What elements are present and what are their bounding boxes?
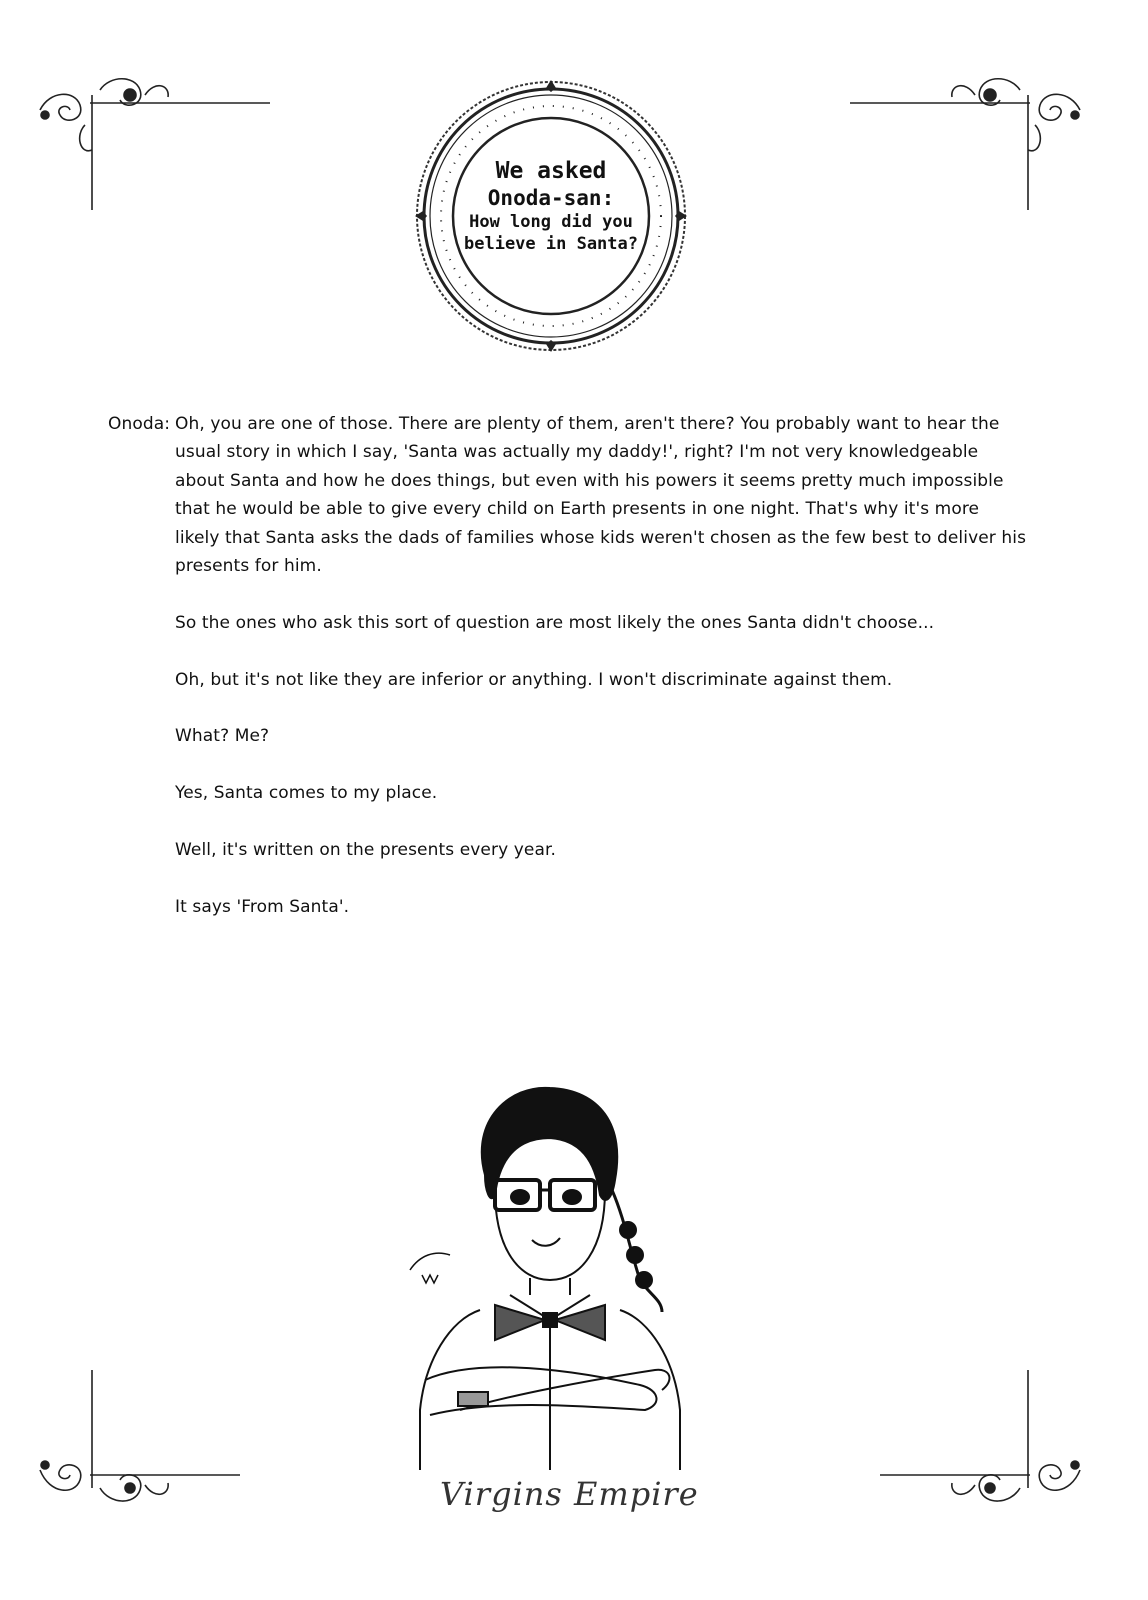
corner-ornament-bottom-left — [30, 1370, 270, 1520]
speaker-label: Onoda: — [108, 414, 171, 434]
interview-paragraph: So the ones who ask this sort of question are most likely the ones Santa didn't choose... — [175, 612, 935, 633]
interview-paragraph: Yes, Santa comes to my place. — [175, 783, 438, 804]
question-badge — [412, 77, 690, 355]
corner-ornament-top-left — [30, 65, 270, 215]
badge-line-3: How long did you — [469, 212, 633, 232]
interview-paragraph: Well, it's written on the presents every year. — [175, 840, 556, 861]
badge-line-4: believe in Santa? — [464, 234, 638, 254]
character-illustration — [400, 1080, 700, 1470]
credit-text: Virgins Empire — [440, 1475, 699, 1513]
corner-ornament-bottom-right — [850, 1370, 1090, 1520]
interview-paragraph: It says 'From Santa'. — [175, 896, 350, 917]
interview-paragraph: Oh, but it's not like they are inferior or anything. I won't discriminate against them. — [175, 669, 893, 690]
badge-text — [452, 157, 650, 255]
badge-line-1: We asked — [495, 158, 607, 184]
interview-paragraph: What? Me? — [175, 726, 270, 747]
corner-ornament-top-right — [850, 65, 1090, 215]
badge-line-2: Onoda-san: — [487, 186, 615, 210]
interview-body — [108, 410, 1028, 950]
paragraph-text: Oh, you are one of those. There are plenty of them, aren't there? You probably want to hear the usual story in which I say, 'Santa was actually my daddy!', right? I'm not very knowledgeable about Santa and how he does things, but even with his powers it seems pretty much impossible that he would be able to give every child on Earth presents in one night. That's why it's more likely that Santa asks the dads of families whose kids weren't chosen as the few best to deliver his presents for him. — [175, 414, 1027, 577]
interview-paragraph — [108, 410, 1028, 580]
